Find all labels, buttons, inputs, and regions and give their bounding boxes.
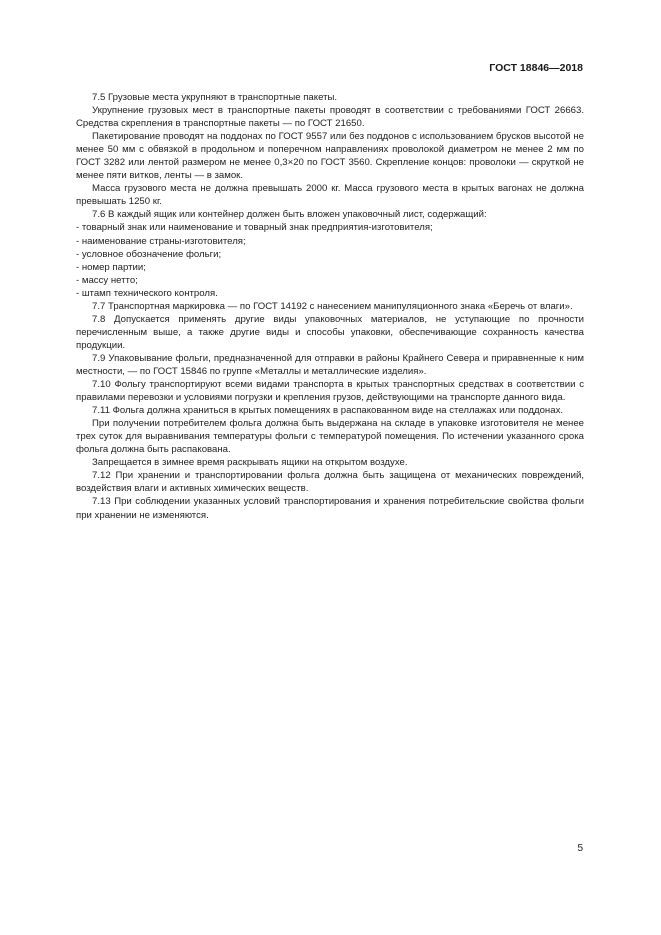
paragraph: 7.13 При соблюдении указанных условий транспортирования и хранения потребительские свойства фольги при хранении не изменяются. bbox=[76, 496, 584, 521]
paragraph: Запрещается в зимнее время раскрывать ящики на открытом воздухе. bbox=[92, 457, 408, 469]
list-item: - штамп технического контроля. bbox=[76, 287, 218, 299]
list-item: - товарный знак или наименование и товарный знак предприятия-изготовителя; bbox=[76, 222, 433, 234]
paragraph: 7.10 Фольгу транспортируют всеми видами транспорта в крытых транспортных средствах в соответствии с правилами перевозки и условиями погрузки и крепления грузов, действующими на транспорте данного вида. bbox=[76, 379, 584, 404]
list-item: - условное обозначение фольги; bbox=[76, 248, 222, 260]
paragraph: 7.6 В каждый ящик или контейнер должен быть вложен упаковочный лист, содержащий: bbox=[92, 209, 487, 221]
paragraph: 7.5 Грузовые места укрупняют в транспортные пакеты. bbox=[92, 92, 338, 103]
paragraph: Укрупнение грузовых мест в транспортные пакеты проводят в соответствии с требованиями ГОСТ 26663. Средства скрепления в транспортные пакеты — по ГОСТ 21650. bbox=[76, 105, 584, 130]
paragraph: Пакетирование проводят на поддонах по ГОСТ 9557 или без поддонов с использованием брусков высотой не менее 50 мм с обвязкой в продольном и поперечном направлениях проволокой диаметром не менее 2 мм по ГОСТ 3282 или лентой размером не менее 0,3×20 по ГОСТ 3560. Скрепление концов: проволоки — скруткой не менее пяти витков, ленты — в замок. bbox=[76, 131, 584, 182]
document-body bbox=[76, 91, 584, 522]
paragraph: 7.8 Допускается применять другие виды упаковочных материалов, не уступающие по прочности перечисленным выше, а также другие виды и способы упаковки, обеспечивающие сохранность качества продукции. bbox=[76, 313, 584, 351]
paragraph: Масса грузового места не должна превышать 2000 кг. Масса грузового места в крытых вагонах не должна превышать 1250 кг. bbox=[76, 183, 584, 208]
list-item: - наименование страны-изготовителя; bbox=[76, 235, 246, 247]
paragraph: 7.11 Фольга должна храниться в крытых помещениях в распакованном виде на стеллажах или поддонах. bbox=[92, 405, 564, 417]
paragraph: 7.7 Транспортная маркировка — по ГОСТ 14192 с нанесением манипуляционного знака «Беречь от влаги». bbox=[92, 300, 573, 312]
list-item: - номер партии; bbox=[76, 261, 146, 273]
list-item: - массу нетто; bbox=[76, 274, 138, 286]
paragraph: 7.12 При хранении и транспортировании фольга должна быть защищена от механических повреждений, воздействия влаги и активных химических веществ. bbox=[76, 470, 584, 495]
paragraph: При получении потребителем фольга должна быть выдержана на складе в упаковке изготовителя не менее трех суток для выравнивания температуры фольги с температурой помещения. По истечении указанного срока фольга должна быть распакована. bbox=[76, 418, 584, 456]
document-header: ГОСТ 18846—2018 bbox=[489, 62, 583, 74]
page-number: 5 bbox=[577, 843, 583, 854]
paragraph: 7.9 Упаковывание фольги, предназначенной для отправки в районы Крайнего Севера и приравненные к ним местности, — по ГОСТ 15846 по группе «Металлы и металлические изделия». bbox=[76, 352, 584, 377]
